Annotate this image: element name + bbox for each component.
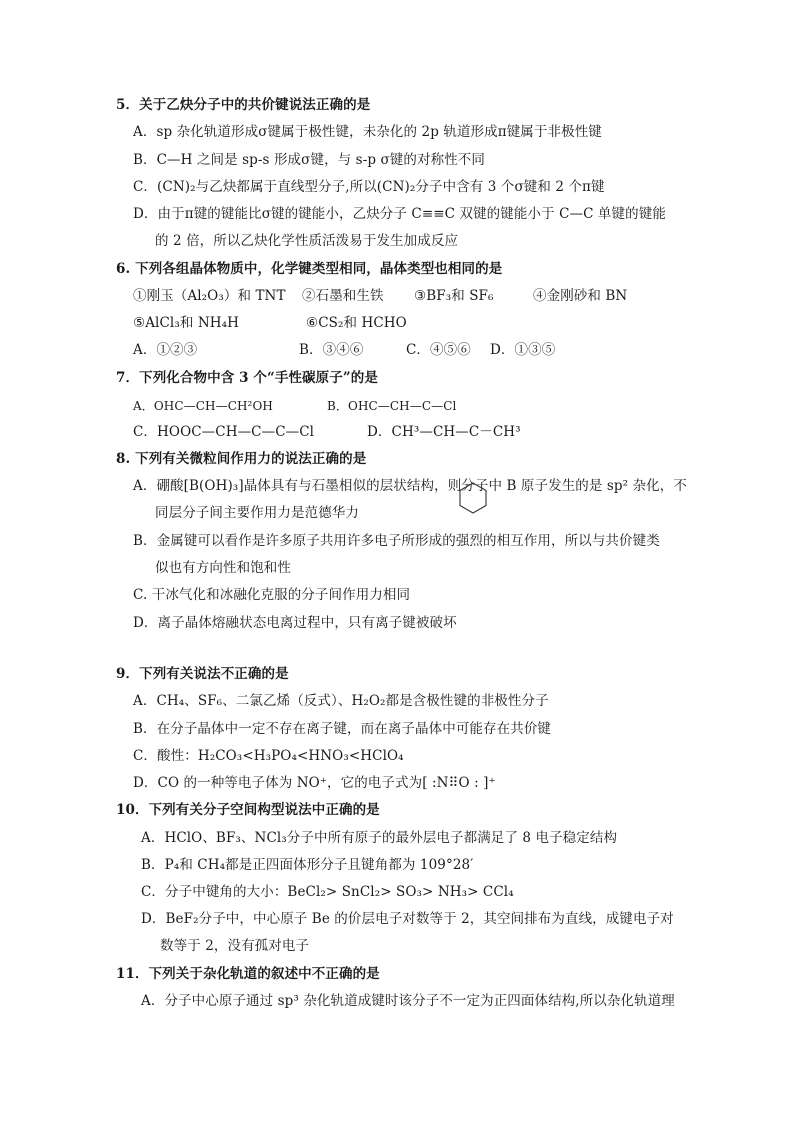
q8-stem: 8. 下列有关微粒间作用力的说法正确的是: [116, 451, 367, 467]
q6-item-1: ①刚玉（Al₂O₃）和 TNT: [133, 288, 286, 304]
q9-option-d: D．CO 的一种等电子体为 NO⁺，它的电子式为[ :N⠿O : ]⁺: [133, 775, 496, 791]
q10-option-c: C．分子中键角的大小：BeCl₂> SnCl₂> SO₃> NH₃> CCl₄: [141, 884, 514, 900]
q7-stem: 7．下列化合物中含 3 个“手性碳原子”的是: [116, 370, 378, 386]
q8-option-d: D．离子晶体熔融状态电离过程中，只有离子键被破坏: [133, 615, 457, 631]
q5-option-b: B．C—H 之间是 sp-s 形成σ键，与 s-p σ键的对称性不同: [133, 152, 485, 168]
q6-item-5: ⑤AlCl₃和 NH₄H: [133, 315, 239, 331]
q10-option-d-line2: 数等于 2，没有孤对电子: [160, 938, 310, 954]
q6-option-b: B．③④⑥: [299, 342, 364, 358]
q8-option-a-line2: 同层分子间主要作用力是范德华力: [155, 505, 359, 521]
q8-option-c: C. 干冰气化和冰融化克服的分子间作用力相同: [133, 587, 411, 603]
q8-option-a-line1: A．硼酸[B(OH)₃]晶体具有与石墨相似的层状结构，则分子中 B 原子发生的是 sp² 杂化，不: [133, 478, 687, 494]
q9-option-b: B．在分子晶体中一定不存在离子键，而在离子晶体中可能存在共价键: [133, 721, 552, 737]
q7-option-b: B．OHC—CH—C—Cl: [327, 399, 457, 413]
q6-item-6: ⑥CS₂和 HCHO: [306, 315, 407, 331]
q6-stem: 6. 下列各组晶体物质中，化学键类型相同，晶体类型也相同的是: [116, 261, 503, 277]
q10-option-d-line1: D．BeF₂分子中，中心原子 Be 的价层电子对数等于 2，其空间排布为直线，成键电子对: [141, 911, 674, 927]
q10-option-a: A．HClO、BF₃、NCl₃分子中所有原子的最外层电子都满足了 8 电子稳定结构: [141, 830, 618, 846]
q6-option-d: D．①③⑤: [490, 342, 556, 358]
q6-item-4: ④金刚砂和 BN: [533, 288, 628, 304]
q10-option-b: B．P₄和 CH₄都是正四面体形分子且键角都为 109°28′: [141, 857, 474, 873]
q7-option-a: A．OHC—CH—CH²OH: [133, 399, 273, 413]
q9-option-c: C．酸性：H₂CO₃<H₃PO₄<HNO₃<HClO₄: [133, 748, 404, 764]
q10-stem: 10．下列有关分子空间构型说法中正确的是: [116, 802, 380, 818]
q5-option-d-line2: 的 2 倍，所以乙炔化学性质活泼易于发生加成反应: [155, 233, 459, 249]
q5-stem: 5．关于乙炔分子中的共价键说法正确的是: [116, 97, 371, 113]
q7-option-c: C．HOOC—CH—C—C—Cl: [133, 424, 315, 440]
q8-option-b-line1: B．金属键可以看作是许多原子共用许多电子所形成的强烈的相互作用，所以与共价键类: [133, 533, 660, 549]
q6-item-2: ②石墨和生铁: [302, 288, 384, 304]
q5-option-a: A．sp 杂化轨道形成σ键属于极性键，未杂化的 2p 轨道形成π键属于非极性键: [133, 124, 602, 140]
q11-option-a: A．分子中心原子通过 sp³ 杂化轨道成键时该分子不一定为正四面体结构,所以杂化轨道理: [141, 993, 675, 1009]
benzene-ring-icon: [457, 481, 489, 515]
q7-option-d: D．CH³—CH—C－CH³: [367, 424, 521, 440]
q6-option-a: A．①②③: [133, 342, 198, 358]
q6-item-3: ③BF₃和 SF₆: [414, 288, 494, 304]
q9-option-a: A．CH₄、SF₆、二氯乙烯（反式）、H₂O₂都是含极性键的非极性分子: [133, 693, 549, 709]
q5-option-c: C．(CN)₂与乙炔都属于直线型分子,所以(CN)₂分子中含有 3 个σ键和 2 个π键: [133, 179, 605, 195]
q5-option-d-line1: D．由于π键的键能比σ键的键能小，乙炔分子 C≡≡C 双键的键能小于 C—C 单键的键能: [133, 206, 666, 222]
q9-stem: 9．下列有关说法不正确的是: [116, 666, 289, 682]
q11-stem: 11．下列关于杂化轨道的叙述中不正确的是: [116, 966, 380, 982]
q8-option-b-line2: 似也有方向性和饱和性: [155, 560, 291, 576]
q6-option-c: C．④⑤⑥: [406, 342, 471, 358]
